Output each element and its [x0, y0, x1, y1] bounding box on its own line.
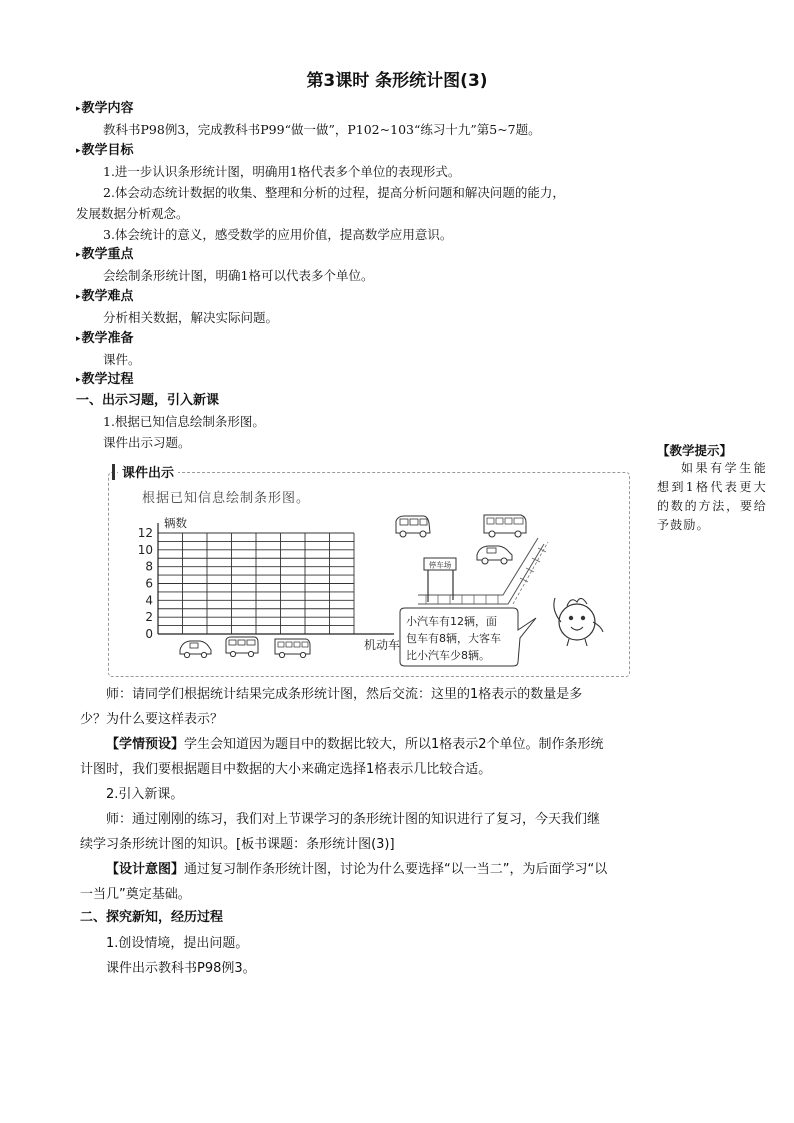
heading-key-text: 教学重点 [81, 247, 134, 262]
paragraph-intro: 师：通过刚刚的练习，我们对上节课学习的条形统计图的知识进行了复习，今天我们继续学习条形统计图的知识。[板书课题：条形统计图(3)] [80, 812, 601, 852]
y-tick-label: 8 [145, 559, 153, 574]
goal-item-1: 1.进一步认识条形统计图，明确用1格代表多个单位的表现形式。 [103, 164, 461, 179]
heading-prep-text: 教学准备 [81, 331, 134, 346]
courseware-subtitle: 根据已知信息绘制条形图。 [142, 491, 311, 506]
triangle-marker-icon: ▸ [76, 146, 81, 156]
prep-text: 课件。 [103, 352, 141, 367]
paragraph-design [80, 857, 608, 907]
speech-bubble [400, 608, 536, 666]
car-scene-icon [477, 546, 512, 564]
triangle-marker-icon: ▸ [76, 250, 81, 260]
triangle-marker-icon: ▸ [76, 104, 81, 114]
heading-difficulty [76, 289, 606, 305]
part2-step1-note: 课件出示教科书P98例3。 [106, 961, 256, 976]
goal-item-2: 2.体会动态统计数据的收集、整理和分析的过程，提高分析问题和解决问题的能力， [103, 185, 565, 200]
y-tick-label: 6 [145, 576, 153, 591]
x-axis-label: 机动车 [364, 638, 401, 652]
bus-icon [275, 639, 310, 658]
sidebar-text: 如果有学生能想到1格代表更大的数的方法，要给予鼓励。 [657, 461, 767, 532]
paragraph-step2: 2.引入新课。 [106, 787, 184, 802]
parking-sign-text: 停车场 [428, 560, 452, 570]
part2-heading: 二、探究新知，经历过程 [80, 910, 224, 925]
difficulty-text: 分析相关数据，解决实际问题。 [103, 310, 279, 325]
heading-process-text: 教学过程 [81, 372, 134, 387]
goal-item-3: 3.体会统计的意义，感受数学的应用价值，提高数学应用意识。 [103, 227, 453, 242]
courseware-label: 课件出示 [118, 462, 178, 481]
triangle-marker-icon: ▸ [76, 375, 81, 385]
heading-prep [76, 331, 606, 347]
car-icon [180, 641, 211, 658]
heading-content-text: 教学内容 [81, 101, 134, 116]
y-axis-label: 辆数 [164, 516, 187, 530]
y-tick-label: 2 [145, 610, 153, 625]
bus-scene-icon [484, 515, 526, 537]
mascot-icon [554, 598, 603, 646]
paragraph-preview [80, 732, 608, 782]
page-title: 第3课时 条形统计图(3) [306, 71, 488, 91]
part2-step1: 1.创设情境，提出问题。 [106, 936, 249, 951]
part1-heading: 一、出示习题，引入新课 [76, 393, 220, 408]
triangle-marker-icon: ▸ [76, 334, 81, 344]
heading-process [76, 372, 606, 388]
preview-tag: 【学情预设】 [106, 737, 185, 752]
paragraph-question: 师：请同学们根据统计结果完成条形统计图，然后交流：这里的1格表示的数量是多少？为什么要这样表示？ [80, 687, 583, 727]
speech-line-2: 包车有8辆，大客车 [406, 632, 501, 645]
speech-line-3: 比小汽车少8辆。 [406, 649, 490, 662]
heading-content [76, 101, 606, 117]
key-text: 会绘制条形统计图，明确1格可以代表多个单位。 [103, 268, 374, 283]
y-tick-label: 12 [137, 526, 153, 540]
speech-line-1: 小汽车有12辆，面 [406, 615, 497, 628]
preview-text: 学生会知道因为题目中的数据比较大，所以1格表示2个单位。制作条形统计图时，我们要根据题目中数据的大小来确定选择1格表示几比较合适。 [80, 737, 604, 777]
bar-chart-grid [138, 516, 400, 652]
content-text: 教科书P98例3，完成教科书P99“做一做”，P102~103“练习十九”第5~7题。 [103, 122, 541, 137]
part1-step1-note: 课件出示习题。 [103, 435, 191, 450]
triangle-marker-icon: ▸ [76, 292, 81, 302]
heading-goals-text: 教学目标 [81, 143, 134, 158]
goal-item-2-cont: 发展数据分析观念。 [76, 206, 189, 221]
sidebar-title: 【教学提示】 [657, 443, 733, 458]
design-text: 通过复习制作条形统计图，讨论为什么要选择“以一当二”，为后面学习“以一当几”奠定基础。 [80, 862, 608, 902]
van-icon [226, 637, 258, 657]
heading-key [76, 247, 606, 263]
part1-step1: 1.根据已知信息绘制条形图。 [103, 414, 265, 429]
y-tick-label: 10 [137, 542, 153, 557]
van-scene-icon [396, 516, 430, 537]
design-tag: 【设计意图】 [106, 862, 185, 877]
heading-difficulty-text: 教学难点 [81, 289, 134, 304]
heading-goals [76, 143, 606, 159]
y-tick-label: 4 [145, 593, 153, 608]
courseware-figure [108, 500, 628, 675]
y-tick-label: 0 [145, 627, 153, 641]
